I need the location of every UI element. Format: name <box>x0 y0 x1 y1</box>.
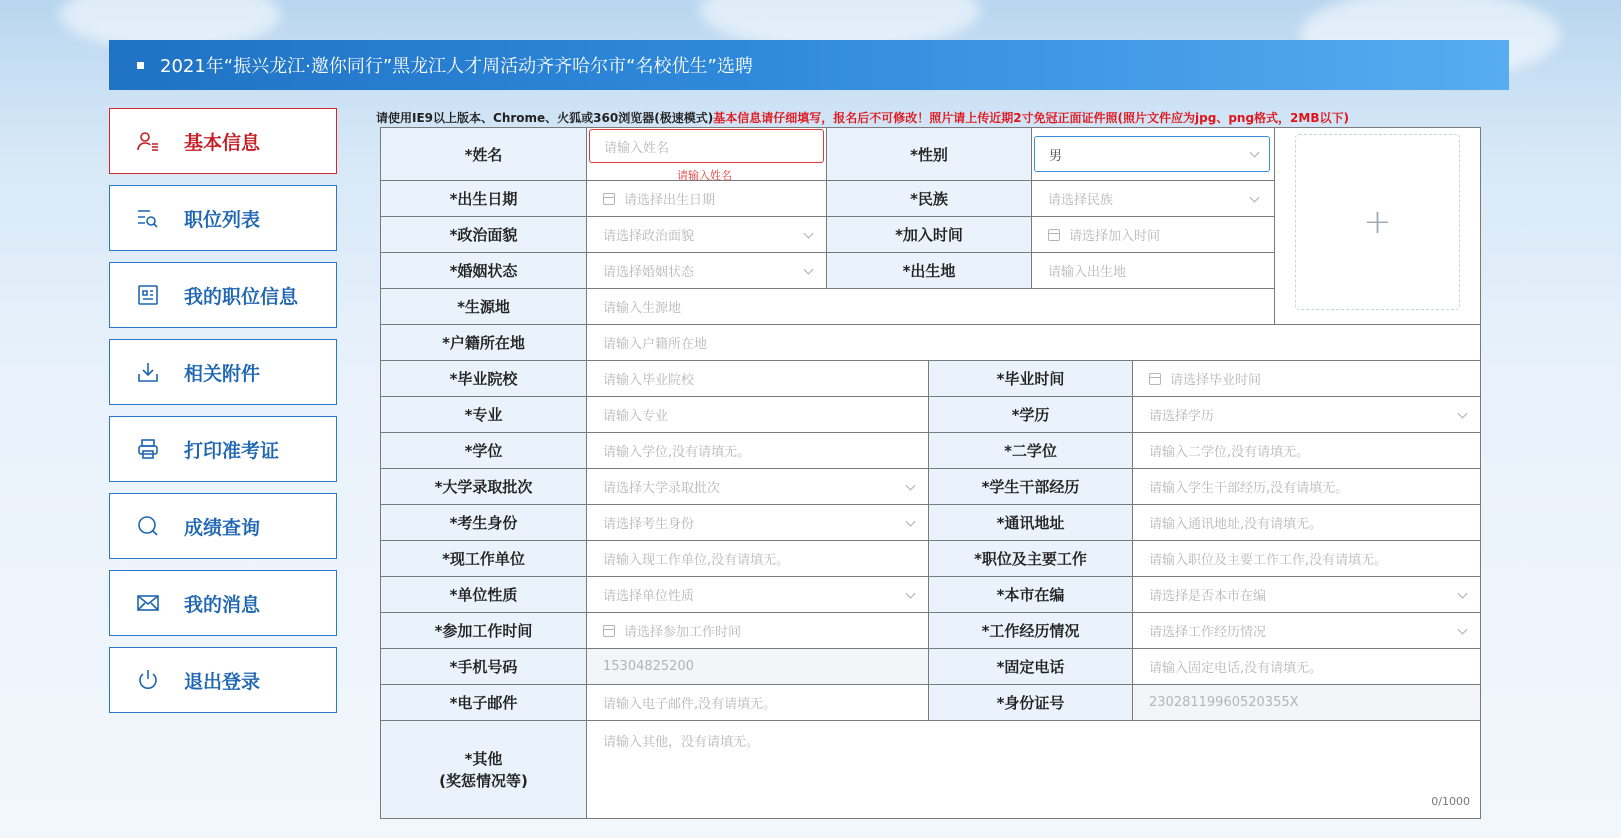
work-start-label: *参加工作时间 <box>381 613 586 648</box>
basic-info-form-grid <box>380 127 1481 819</box>
ethnicity-select[interactable] <box>1032 181 1272 216</box>
work-history-placeholder: 请选择工作经历情况 <box>1149 625 1267 640</box>
chevron-down-icon <box>1250 192 1260 202</box>
sidebar-item-label: 退出登录 <box>184 670 261 693</box>
second-degree-placeholder: 请输入二学位,没有请填无。 <box>1149 445 1310 460</box>
chevron-down-icon <box>906 588 916 598</box>
sidebar-item-print-ticket[interactable] <box>109 416 337 482</box>
join-date-picker[interactable] <box>1032 217 1272 252</box>
cadre-experience-placeholder: 请输入学生干部经历,没有请填无。 <box>1149 481 1349 496</box>
form-row <box>381 360 1480 396</box>
candidate-identity-label: *考生身份 <box>381 505 586 540</box>
admission-batch-placeholder: 请选择大学录取批次 <box>603 481 721 496</box>
sidebar-item-label: 成绩查询 <box>184 516 261 539</box>
graduation-date-placeholder: 请选择毕业时间 <box>1170 373 1262 388</box>
candidate-identity-select[interactable] <box>587 505 928 540</box>
calendar-icon <box>603 193 615 205</box>
form-row <box>381 720 1480 818</box>
landline-placeholder: 请输入固定电话,没有请填无。 <box>1149 661 1323 676</box>
printer-icon <box>134 435 162 463</box>
id-number-label: *身份证号 <box>928 685 1132 720</box>
local-staff-placeholder: 请选择是否本市在编 <box>1149 589 1267 604</box>
marital-status-select[interactable] <box>587 253 826 288</box>
current-employer-label: *现工作单位 <box>381 541 586 576</box>
form-row <box>381 216 1274 252</box>
school-placeholder: 请输入毕业院校 <box>603 373 695 388</box>
second-degree-label: *二学位 <box>928 433 1132 468</box>
form-top-block <box>381 128 1480 324</box>
household-label: *户籍所在地 <box>381 325 586 360</box>
major-placeholder: 请输入专业 <box>603 409 669 424</box>
email-label: *电子邮件 <box>381 685 586 720</box>
form-row <box>381 252 1274 288</box>
name-input[interactable] <box>587 128 826 180</box>
mobile-input[interactable] <box>587 649 928 684</box>
employer-type-label: *单位性质 <box>381 577 586 612</box>
gender-label: *性别 <box>826 128 1031 180</box>
other-label-line1: *其他 <box>464 749 503 768</box>
mobile-label: *手机号码 <box>381 649 586 684</box>
sidebar-item-logout[interactable] <box>109 647 337 713</box>
form-row <box>381 648 1480 684</box>
employer-type-select[interactable] <box>587 577 928 612</box>
education-label: *学历 <box>928 397 1132 432</box>
birth-date-label: *出生日期 <box>381 181 586 216</box>
notice-browser: 请使用IE9以上版本、Chrome、火狐或360浏览器(极速模式) <box>376 111 714 125</box>
birthplace-placeholder: 请输入出生地 <box>1048 265 1127 280</box>
chevron-down-icon <box>804 228 814 238</box>
char-counter: 0/1000 <box>1431 795 1470 808</box>
work-start-placeholder: 请选择参加工作时间 <box>624 625 742 640</box>
work-history-select[interactable] <box>1133 613 1480 648</box>
origin-label: *生源地 <box>381 289 586 324</box>
political-status-label: *政治面貌 <box>381 217 586 252</box>
sidebar-item-label: 我的职位信息 <box>184 285 299 308</box>
household-input[interactable] <box>587 325 1480 360</box>
origin-input[interactable] <box>587 289 1274 324</box>
local-staff-select[interactable] <box>1133 577 1480 612</box>
landline-input[interactable] <box>1133 649 1480 684</box>
sidebar-item-label: 打印准考证 <box>184 439 280 462</box>
marital-status-placeholder: 请选择婚姻状态 <box>603 265 695 280</box>
email-input[interactable] <box>587 685 928 720</box>
id-number-value: 23028119960520355X <box>1149 695 1299 710</box>
other-label-line2: (奖惩情况等) <box>439 771 528 790</box>
cadre-experience-label: *学生干部经历 <box>928 469 1132 504</box>
birth-date-placeholder: 请选择出生日期 <box>624 193 716 208</box>
gender-value: 男 <box>1034 136 1270 172</box>
school-input[interactable] <box>587 361 928 396</box>
political-status-select[interactable] <box>587 217 826 252</box>
political-status-placeholder: 请选择政治面貌 <box>603 229 695 244</box>
chevron-down-icon <box>804 264 814 274</box>
address-label: *通讯地址 <box>928 505 1132 540</box>
chevron-down-icon <box>1458 588 1468 598</box>
chevron-down-icon <box>1458 408 1468 418</box>
form-row <box>381 504 1480 540</box>
sidebar-item-label: 职位列表 <box>184 208 261 231</box>
document-icon <box>134 281 162 309</box>
sidebar-item-job-list[interactable] <box>109 185 337 251</box>
banner-title: 2021年“振兴龙江·邀你同行”黑龙江人才周活动齐齐哈尔市“名校优生”选聘 <box>160 56 753 77</box>
id-number-input[interactable] <box>1133 685 1480 720</box>
current-employer-input[interactable] <box>587 541 928 576</box>
email-placeholder: 请输入电子邮件,没有请填无。 <box>603 697 777 712</box>
cadre-experience-input[interactable] <box>1133 469 1480 504</box>
calendar-icon <box>603 625 615 637</box>
list-search-icon <box>134 204 162 232</box>
page-banner <box>109 40 1509 90</box>
banner-bullet-icon <box>137 62 144 69</box>
form-row <box>381 324 1480 360</box>
chevron-down-icon <box>906 516 916 526</box>
local-staff-label: *本市在编 <box>928 577 1132 612</box>
search-icon <box>134 512 162 540</box>
form-row <box>381 396 1480 432</box>
download-icon <box>134 358 162 386</box>
sidebar-item-score-query[interactable] <box>109 493 337 559</box>
position-work-label: *职位及主要工作 <box>928 541 1132 576</box>
join-date-label: *加入时间 <box>826 217 1031 252</box>
other-placeholder: 请输入其他，没有请填无。 <box>603 735 760 750</box>
other-textarea[interactable] <box>587 721 1480 818</box>
ethnicity-placeholder: 请选择民族 <box>1048 193 1114 208</box>
form-row <box>381 288 1274 324</box>
major-label: *专业 <box>381 397 586 432</box>
marital-status-label: *婚姻状态 <box>381 253 586 288</box>
work-history-label: *工作经历情况 <box>928 613 1132 648</box>
form-row <box>381 612 1480 648</box>
notice-warning: 基本信息请仔细填写，报名后不可修改！照片请上传近期2寸免冠正面证件照(照片文件应为jpg、png格式，2MB以下) <box>713 111 1349 125</box>
sidebar-item-my-job-info[interactable] <box>109 262 337 328</box>
plus-icon: + <box>1363 202 1392 242</box>
birthplace-label: *出生地 <box>826 253 1031 288</box>
position-work-placeholder: 请输入职位及主要工作工作,没有请填无。 <box>1149 553 1388 568</box>
birth-date-picker[interactable] <box>587 181 826 216</box>
position-work-input[interactable] <box>1133 541 1480 576</box>
form-row <box>381 180 1274 216</box>
major-input[interactable] <box>587 397 928 432</box>
other-label <box>381 721 586 818</box>
gender-select[interactable] <box>1032 128 1272 180</box>
graduation-date-label: *毕业时间 <box>928 361 1132 396</box>
candidate-identity-placeholder: 请选择考生身份 <box>603 517 695 532</box>
education-select[interactable] <box>1133 397 1480 432</box>
sidebar-item-messages[interactable] <box>109 570 337 636</box>
chevron-down-icon <box>1458 624 1468 634</box>
address-placeholder: 请输入通讯地址,没有请填无。 <box>1149 517 1323 532</box>
form-row <box>381 576 1480 612</box>
sidebar-item-attachments[interactable] <box>109 339 337 405</box>
address-input[interactable] <box>1133 505 1480 540</box>
name-label: *姓名 <box>381 128 586 180</box>
join-date-placeholder: 请选择加入时间 <box>1069 229 1161 244</box>
graduation-date-picker[interactable] <box>1133 361 1480 396</box>
photo-uploader[interactable] <box>1295 134 1460 310</box>
landline-label: *固定电话 <box>928 649 1132 684</box>
calendar-icon <box>1149 373 1161 385</box>
sidebar-item-label: 基本信息 <box>184 131 261 154</box>
degree-input[interactable] <box>587 433 928 468</box>
employer-type-placeholder: 请选择单位性质 <box>603 589 695 604</box>
birthplace-input[interactable] <box>1032 253 1272 288</box>
current-employer-placeholder: 请输入现工作单位,没有请填无。 <box>603 553 790 568</box>
form-row <box>381 684 1480 720</box>
sidebar-item-basic-info[interactable] <box>109 108 337 174</box>
mobile-value: 15304825200 <box>603 659 694 674</box>
calendar-icon <box>1048 229 1060 241</box>
work-start-picker[interactable] <box>587 613 928 648</box>
chevron-down-icon <box>906 480 916 490</box>
form-row <box>381 128 1274 180</box>
sidebar-item-label: 相关附件 <box>184 362 261 385</box>
education-placeholder: 请选择学历 <box>1149 409 1215 424</box>
origin-placeholder: 请输入生源地 <box>603 301 682 316</box>
form-row <box>381 432 1480 468</box>
sidebar-item-label: 我的消息 <box>184 593 261 616</box>
power-icon <box>134 666 162 694</box>
degree-placeholder: 请输入学位,没有请填无。 <box>603 445 751 460</box>
ethnicity-label: *民族 <box>826 181 1031 216</box>
household-placeholder: 请输入户籍所在地 <box>603 337 708 352</box>
second-degree-input[interactable] <box>1133 433 1480 468</box>
notice-text <box>376 109 1349 126</box>
admission-batch-select[interactable] <box>587 469 928 504</box>
name-placeholder: 请输入姓名 <box>589 129 824 163</box>
form-row <box>381 468 1480 504</box>
admission-batch-label: *大学录取批次 <box>381 469 586 504</box>
name-error: 请输入姓名 <box>677 169 732 182</box>
degree-label: *学位 <box>381 433 586 468</box>
sidebar-nav <box>109 108 337 724</box>
school-label: *毕业院校 <box>381 361 586 396</box>
user-icon <box>134 127 162 155</box>
mail-icon <box>134 589 162 617</box>
form-row <box>381 540 1480 576</box>
